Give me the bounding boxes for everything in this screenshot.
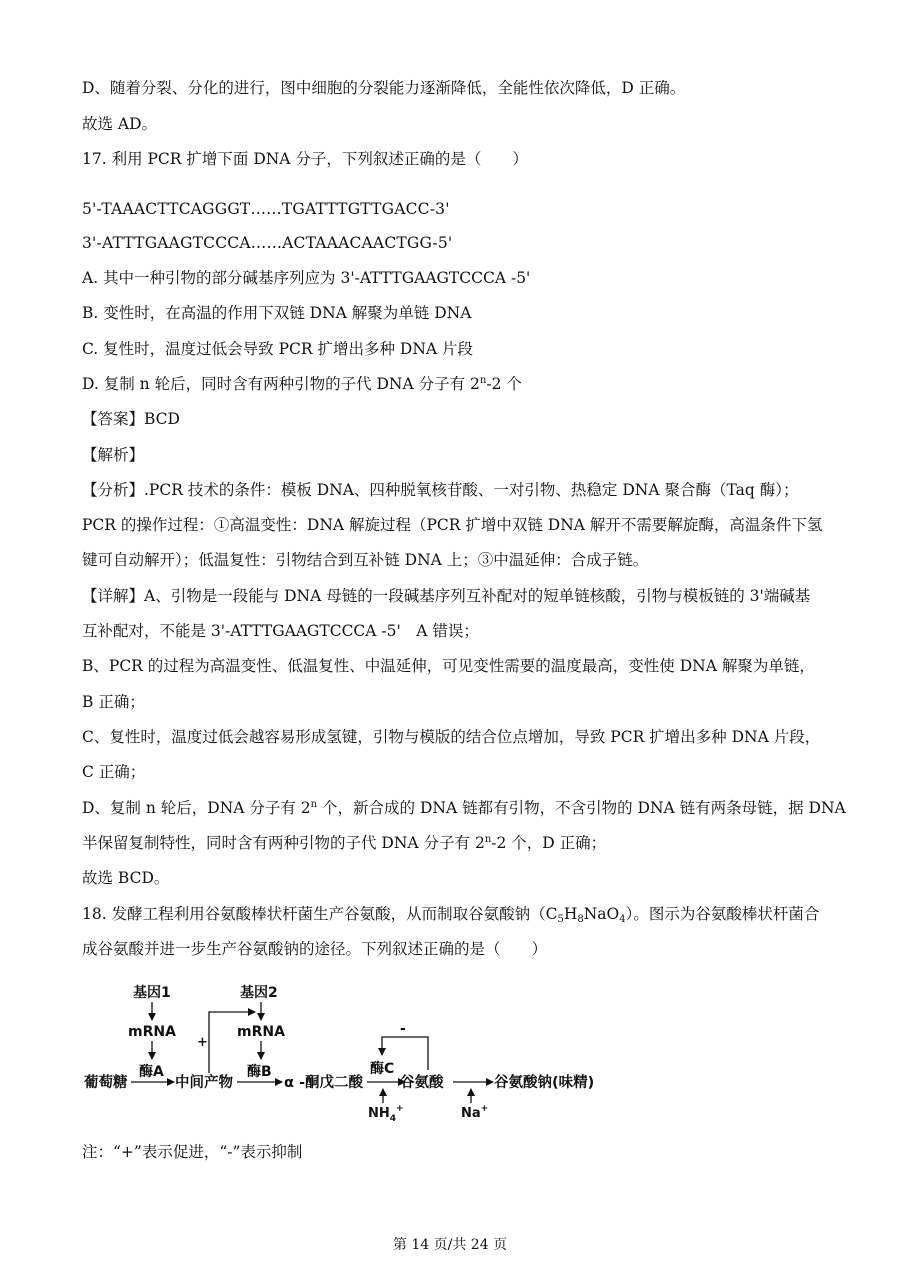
option-d: D. 复制 n 轮后，同时含有两种引物的子代 DNA 分子有 2$^n$-2 个 bbox=[82, 375, 522, 393]
text-line: C 正确； bbox=[82, 763, 146, 781]
glucose-label: 葡萄糖 bbox=[84, 1075, 128, 1091]
ammonium-label: $NH_4^+$ bbox=[368, 1104, 404, 1124]
text-line: 互补配对，不能是 3'-ATTTGAAGTCCCA -5' A 错误； bbox=[82, 622, 479, 640]
page-footer: 第 14 页/共 24 页 bbox=[392, 1237, 508, 1253]
mrna1-label: mRNA bbox=[128, 1024, 176, 1040]
text-line: B、PCR 的过程为高温变性、低温复性、中温延伸，可见变性需要的温度最高，变性使 DNA 解聚为单链， bbox=[82, 657, 815, 675]
glutamate-label: 谷氨酸 bbox=[400, 1075, 444, 1091]
glutamate-pathway-diagram bbox=[0, 975, 900, 1125]
text-line: C、复性时，温度过低会越容易形成氢键，引物与模版的结合位点增加，导致 PCR 扩增出多种 DNA 片段， bbox=[82, 728, 821, 746]
plus-sign: + bbox=[197, 1035, 208, 1050]
option-c: C. 复性时，温度过低会导致 PCR 扩增出多种 DNA 片段 bbox=[82, 340, 474, 358]
enzyme-a-label: 酶A bbox=[139, 1064, 164, 1080]
intermediate-label: 中间产物 bbox=[175, 1075, 233, 1091]
text-line: 成谷氨酸并进一步生产谷氨酸钠的途径。下列叙述正确的是（ ） bbox=[82, 940, 548, 958]
dna-strand-bottom: 3'-ATTTGAAGTCCCA……ACTAAACAACTGG-5' bbox=[82, 234, 453, 252]
text-line: 键可自动解开）；低温复性：引物结合到互补链 DNA 上；③中温延伸：合成子链。 bbox=[82, 551, 649, 569]
text-line: 【详解】A、引物是一段能与 DNA 母链的一段碱基序列互补配对的短单链核酸，引物与模板链的 3'端碱基 bbox=[82, 587, 811, 605]
gene1-label: 基因1 bbox=[133, 985, 171, 1001]
text-line: 故选 AD。 bbox=[82, 115, 158, 133]
option-a: A. 其中一种引物的部分碱基序列应为 3'-ATTTGAAGTCCCA -5' bbox=[82, 269, 531, 287]
text-line: D、复制 n 轮后，DNA 分子有 2$^n$ 个，新合成的 DNA 链都有引物，不含引物的 DNA 链有两条母链，据 DNA bbox=[82, 799, 846, 817]
mrna2-label: mRNA bbox=[237, 1024, 285, 1040]
text-line: 半保留复制特性，同时含有两种引物的子代 DNA 分子有 2$^n$-2 个，D 正确； bbox=[82, 834, 607, 852]
text-line: 【分析】.PCR 技术的条件：模板 DNA、四种脱氧核苷酸、一对引物、热稳定 DNA 聚合酶（Taq 酶）； bbox=[82, 481, 799, 499]
note: 注：“+”表示促进，“-”表示抑制 bbox=[82, 1143, 303, 1161]
dna-strand-top: 5'-TAAACTTCAGGGT……TGATTTGTTGACC-3' bbox=[82, 200, 450, 218]
enzyme-c-label: 酶C bbox=[370, 1061, 395, 1077]
answer: 【答案】BCD bbox=[82, 410, 180, 428]
text-line: 故选 BCD。 bbox=[82, 869, 170, 887]
question-18: 18. 发酵工程利用谷氨酸棒状杆菌生产谷氨酸，从而制取谷氨酸钠$(C_5H_8NaO_4)$。图示为谷氨酸棒状杆菌合 bbox=[82, 905, 820, 925]
akg-label: α -酮戊二酸 bbox=[284, 1075, 364, 1091]
msg-label: 谷氨酸钠(味精) bbox=[494, 1075, 595, 1091]
question-17: 17. 利用 PCR 扩增下面 DNA 分子，下列叙述正确的是（ ） bbox=[82, 150, 528, 168]
gene2-label: 基因2 bbox=[240, 985, 278, 1001]
analysis-heading: 【解析】 bbox=[82, 446, 145, 464]
text-line: B 正确； bbox=[82, 693, 145, 711]
enzyme-b-label: 酶B bbox=[247, 1064, 272, 1080]
option-b: B. 变性时，在高温的作用下双链 DNA 解聚为单链 DNA bbox=[82, 304, 472, 322]
sodium-label: Na+ bbox=[461, 1104, 489, 1121]
minus-sign: - bbox=[400, 1021, 406, 1037]
text-line: PCR 的操作过程：①高温变性：DNA 解旋过程（PCR 扩增中双链 DNA 解开不需要解旋酶，高温条件下氢 bbox=[82, 516, 823, 534]
text-line: D、随着分裂、分化的进行，图中细胞的分裂能力逐渐降低，全能性依次降低，D 正确。 bbox=[82, 79, 686, 97]
